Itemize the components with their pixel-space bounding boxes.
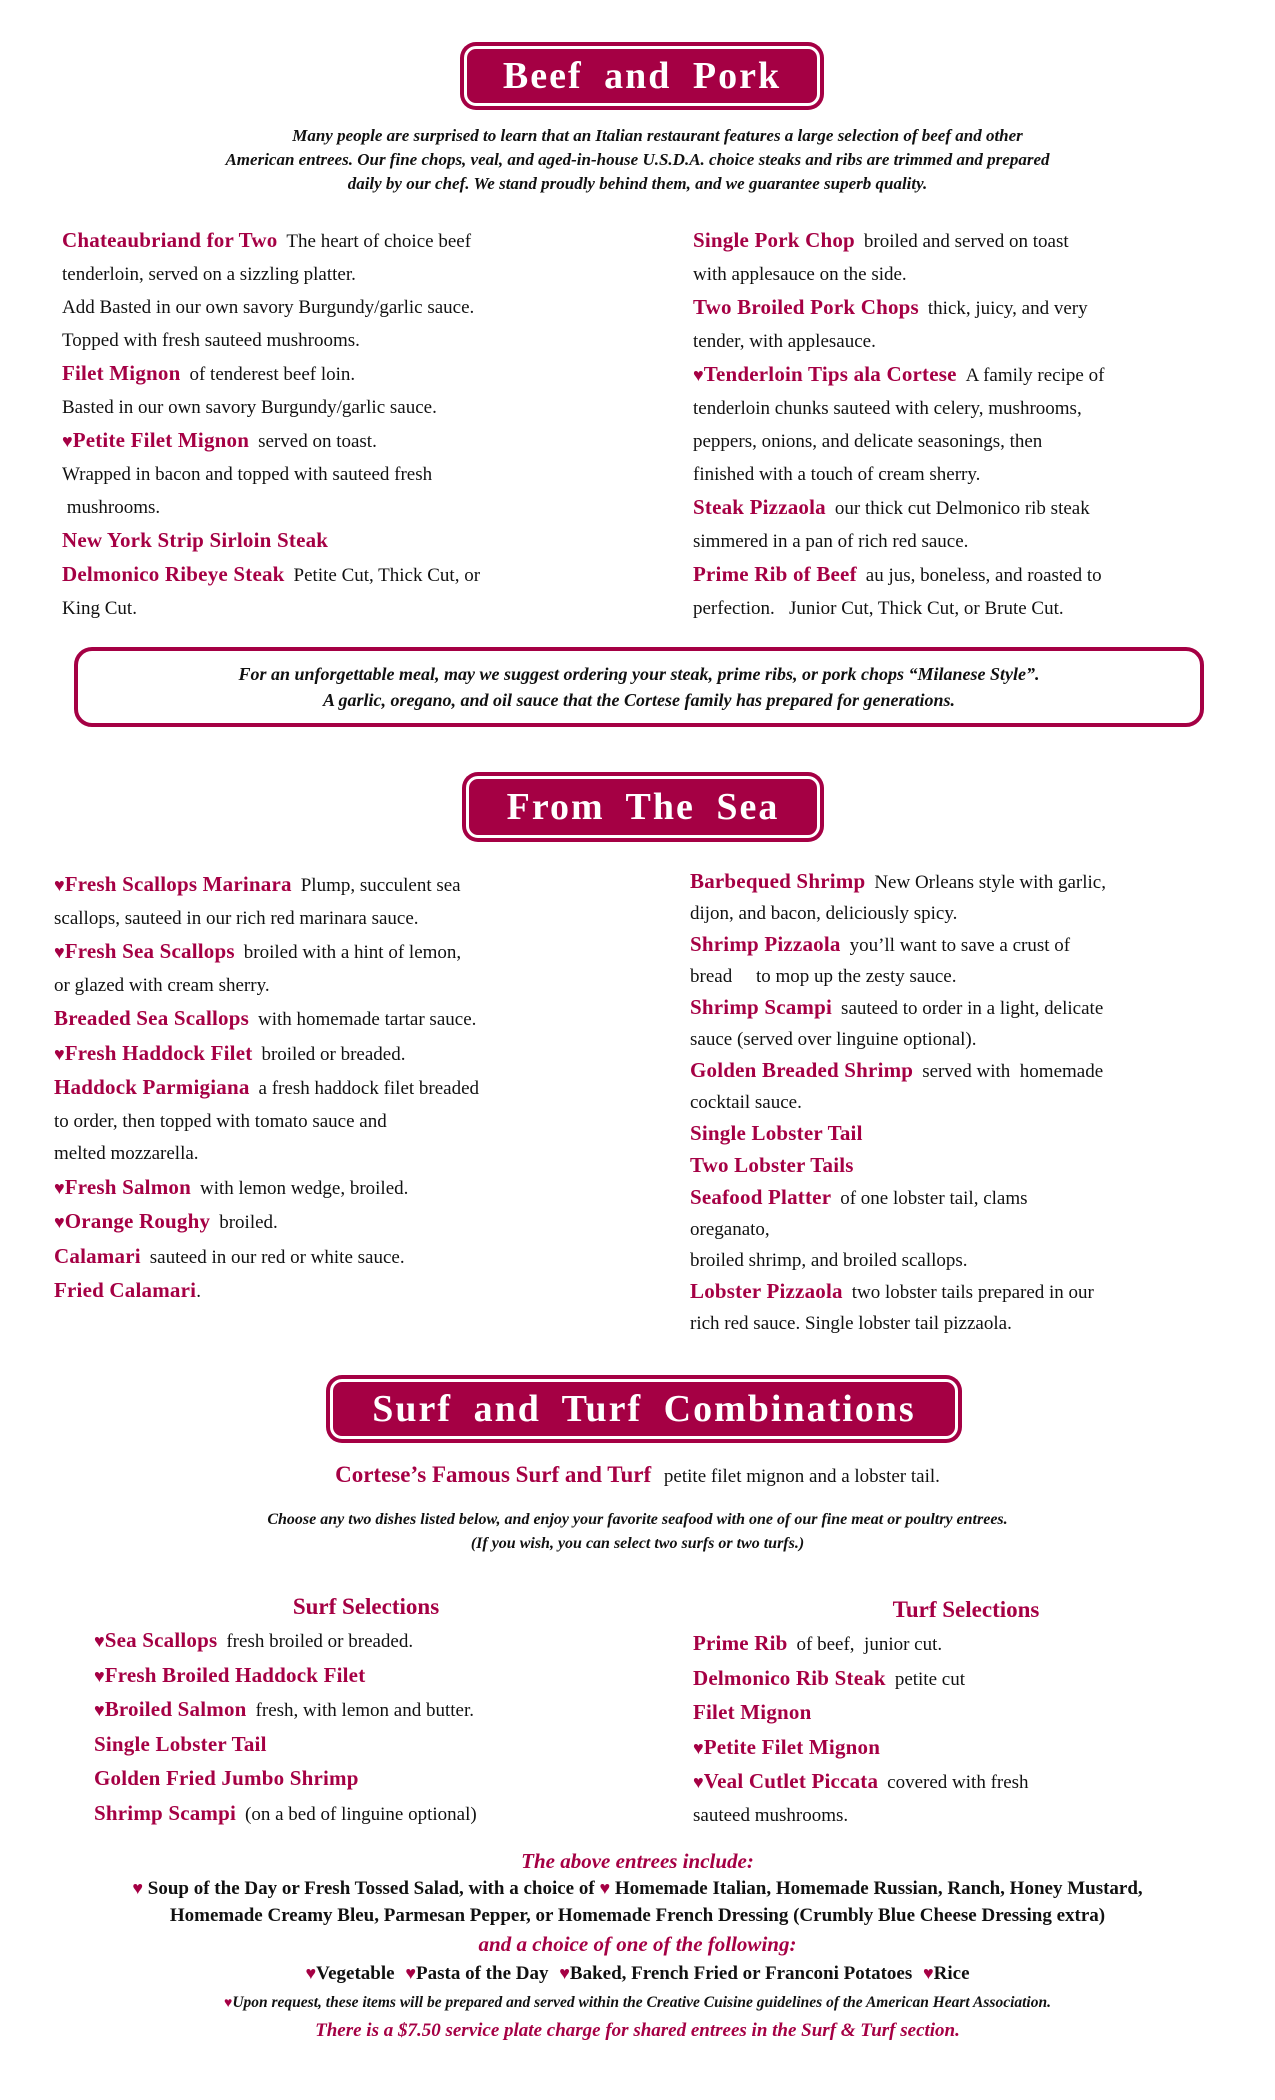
menu-item-description: with lemon wedge, broiled. <box>199 1177 409 1199</box>
include-title: The above entrees include: <box>521 1849 754 1873</box>
menu-item-name: Chateaubriand for Two <box>62 228 278 252</box>
heart-healthy-icon: ♥ <box>94 1631 105 1651</box>
menu-item <box>94 1693 614 1728</box>
menu-item <box>94 1624 614 1659</box>
menu-item-description-continued <box>54 903 644 936</box>
beef-pork-title: Beef and Pork <box>464 46 820 106</box>
menu-item <box>690 866 1270 898</box>
dressing-text: Homemade Italian, Homemade Russian, Ranch, Honey Mustard, <box>614 1878 1143 1899</box>
menu-item <box>693 1662 1213 1697</box>
menu-item <box>693 358 1253 392</box>
menu-item-description-continued <box>690 1024 1270 1055</box>
description-text: sauteed mushrooms. <box>693 1804 849 1826</box>
heart-icon: ♥ <box>405 1963 417 1983</box>
menu-item-name: Sea Scallops <box>104 1628 218 1652</box>
heart-icon: ♥ <box>559 1963 570 1983</box>
menu-item-description-continued <box>690 961 1270 992</box>
heart-healthy-icon: ♥ <box>54 1043 65 1064</box>
entrees-include <box>0 1848 1275 2044</box>
menu-item-name: Haddock Parmigiana <box>54 1075 250 1099</box>
menu-item-description-continued <box>62 391 622 424</box>
menu-item <box>693 291 1253 325</box>
description-text: tenderloin chunks sauteed with celery, mushrooms, <box>693 398 1082 419</box>
menu-item-name: Fresh Haddock Filet <box>64 1040 253 1065</box>
turf-selections-list <box>693 1627 1213 1832</box>
menu-item-description: of one lobster tail, clams <box>840 1188 1028 1209</box>
description-text: dijon, and bacon, deliciously spicy. <box>690 903 958 924</box>
menu-item-description: broiled and served on toast <box>863 231 1069 252</box>
menu-item-description-continued <box>62 291 622 324</box>
menu-item-description: New Orleans style with garlic, <box>874 872 1106 893</box>
menu-item-description-continued <box>693 392 1253 425</box>
menu-item-description-continued <box>54 1138 644 1171</box>
heart-healthy-icon: ♥ <box>54 1177 65 1198</box>
description-text: perfection. Junior Cut, Thick Cut, or Brute Cut. <box>693 598 1064 619</box>
intro-line: American entrees. Our fine chops, veal, and aged-in-house U.S.D.A. choice steaks and ribs are trimmed and prepared <box>225 150 1050 169</box>
famous-surf-turf <box>0 1462 1275 1488</box>
menu-item-description-continued <box>54 1106 644 1139</box>
beef-pork-banner <box>460 42 824 110</box>
menu-item-name: Lobster Pizzaola <box>690 1279 843 1303</box>
menu-item-name: Single Pork Chop <box>693 228 855 252</box>
menu-item-name: Tenderloin Tips ala Cortese <box>703 362 957 386</box>
menu-item <box>690 1055 1270 1087</box>
menu-item-name: Filet Mignon <box>62 361 181 385</box>
menu-item-description-continued <box>690 898 1270 929</box>
heart-healthy-icon: ♥ <box>94 1665 105 1686</box>
menu-item-name: Veal Cutlet Piccata <box>703 1769 879 1793</box>
description-text: Add Basted in our own savory Burgundy/garlic sauce. <box>62 297 475 318</box>
menu-item <box>62 558 622 592</box>
description-text: broiled shrimp, and broiled scallops. <box>690 1250 968 1271</box>
menu-item-description: . <box>196 1281 201 1302</box>
choose-note <box>0 1508 1275 1556</box>
menu-item-description: sauteed to order in a light, delicate <box>841 998 1104 1019</box>
description-text: scallops, sauteed in our rich red marinara sauce. <box>54 907 419 929</box>
heart-healthy-icon: ♥ <box>54 1212 65 1232</box>
menu-item-description: au jus, boneless, and roasted to <box>865 565 1102 586</box>
menu-item <box>690 1150 1270 1182</box>
menu-item-name: Golden Fried Jumbo Shrimp <box>94 1766 359 1790</box>
menu-item-description: with homemade tartar sauce. <box>257 1009 477 1030</box>
menu-item <box>94 1728 614 1763</box>
menu-item-description: broiled with a hint of lemon, <box>243 942 462 963</box>
choice-title: and a choice of one of the following: <box>478 1932 797 1956</box>
menu-item-description: sauteed in our red or white sauce. <box>149 1246 405 1268</box>
menu-item <box>690 1276 1270 1308</box>
menu-item-name: Shrimp Scampi <box>690 995 833 1019</box>
menu-item-description: served with homemade <box>922 1061 1104 1082</box>
menu-item-name: Shrimp Scampi <box>94 1800 237 1825</box>
menu-item-name: Fresh Salmon <box>64 1174 191 1199</box>
menu-item <box>54 1205 644 1240</box>
surf-turf-banner <box>326 1375 962 1443</box>
menu-item-name: Calamari <box>54 1243 141 1268</box>
menu-item <box>693 1765 1213 1800</box>
menu-item-description: Plump, succulent sea <box>300 875 461 896</box>
menu-item-description: fresh broiled or breaded. <box>226 1631 414 1652</box>
heart-healthy-icon: ♥ <box>54 942 65 962</box>
menu-item-name: Single Lobster Tail <box>94 1731 267 1756</box>
menu-item-description-continued <box>62 324 622 357</box>
menu-item-description: our thick cut Delmonico rib steak <box>834 498 1090 519</box>
surf-selections-list <box>94 1624 614 1831</box>
menu-item-name: Shrimp Pizzaola <box>690 932 841 956</box>
heart-healthy-icon: ♥ <box>693 1772 704 1792</box>
callout-line: For an unforgettable meal, may we suggest ordering your steak, prime ribs, or pork chops “Milanese Style”. <box>238 664 1040 684</box>
menu-item-description: you’ll want to save a crust of <box>849 935 1071 956</box>
description-text: with applesauce on the side. <box>693 264 907 285</box>
menu-item-name: Prime Rib of Beef <box>693 562 857 586</box>
description-text: tender, with applesauce. <box>693 331 876 352</box>
menu-item <box>62 224 622 258</box>
menu-item-name: Petite Filet Mignon <box>72 428 250 452</box>
menu-item-name: Seafood Platter <box>690 1185 832 1209</box>
sea-left-column <box>54 868 644 1309</box>
surf-selections-title: Surf Selections <box>292 1594 440 1619</box>
menu-item-description-continued <box>62 491 622 524</box>
menu-item-name: Barbequed Shrimp <box>690 869 866 893</box>
callout-line: A garlic, oregano, and oil sauce that the Cortese family has prepared for generations. <box>322 690 956 710</box>
side-item: Vegetable <box>316 1963 395 1984</box>
description-text: Wrapped in bacon and topped with sauteed fresh <box>62 464 433 485</box>
menu-item-description: two lobster tails prepared in our <box>851 1282 1094 1303</box>
side-item: Baked, French Fried or Franconi Potatoes <box>569 1963 913 1984</box>
sea-title: From The Sea <box>466 776 820 838</box>
menu-item-name: Golden Breaded Shrimp <box>690 1058 914 1082</box>
menu-item-description: The heart of choice beef <box>286 231 472 252</box>
menu-item-name: Broiled Salmon <box>104 1697 247 1721</box>
menu-item <box>693 1731 1213 1766</box>
menu-item-description: thick, juicy, and very <box>927 298 1088 319</box>
menu-item <box>54 1002 644 1037</box>
heart-note-text: Upon request, these items will be prepared and served within the Creative Cuisine guidelines of the American Heart Association. <box>232 1994 1051 2011</box>
heart-icon: ♥ <box>305 1963 317 1983</box>
menu-item-description-continued <box>693 425 1253 458</box>
soup-line <box>0 1875 1275 1902</box>
heart-healthy-icon: ♥ <box>62 431 73 451</box>
sea-banner <box>462 772 824 842</box>
menu-item <box>54 1274 644 1309</box>
description-text: simmered in a pan of rich red sauce. <box>693 531 969 552</box>
description-text: melted mozzarella. <box>54 1143 199 1164</box>
sides-line <box>0 1960 1275 1987</box>
menu-item-description-continued <box>693 325 1253 358</box>
menu-item-description-continued <box>54 970 644 1003</box>
description-text: mushrooms. <box>62 497 161 518</box>
menu-item <box>62 424 622 458</box>
menu-item-name: Fresh Sea Scallops <box>64 939 235 963</box>
menu-item <box>690 1182 1270 1214</box>
description-text: finished with a touch of cream sherry. <box>693 464 981 485</box>
description-text: rich red sauce. Single lobster tail pizzaola. <box>690 1313 1012 1334</box>
beef-pork-left-column <box>62 224 622 625</box>
menu-item-description-continued <box>690 1308 1270 1339</box>
menu-item-name: Orange Roughy <box>64 1209 211 1233</box>
side-item: Pasta of the Day <box>416 1963 549 1984</box>
menu-item-description: served on toast. <box>258 431 377 452</box>
turf-selections-title: Turf Selections <box>892 1597 1040 1622</box>
menu-item-description-continued <box>693 258 1253 291</box>
heart-icon: ♥ <box>599 1878 611 1898</box>
dressing-line: Homemade Creamy Bleu, Parmesan Pepper, or Homemade French Dressing (Crumbly Blue Cheese Dressing extra) <box>169 1905 1106 1926</box>
description-text: Basted in our own savory Burgundy/garlic sauce. <box>62 397 437 418</box>
famous-surf-turf-desc: petite filet mignon and a lobster tail. <box>663 1466 940 1487</box>
menu-item <box>690 992 1270 1024</box>
heart-note <box>0 1989 1275 2017</box>
menu-item-description: Petite Cut, Thick Cut, or <box>293 565 481 586</box>
menu-item-description-continued <box>693 592 1253 625</box>
milanese-callout <box>74 647 1204 727</box>
menu-item <box>54 1071 644 1106</box>
menu-item-description: broiled. <box>219 1212 278 1233</box>
menu-item-name: Fresh Broiled Haddock Filet <box>104 1662 366 1687</box>
menu-item <box>54 1037 644 1072</box>
menu-item <box>693 491 1253 525</box>
description-text: or glazed with cream sherry. <box>54 974 270 996</box>
menu-item-name: Steak Pizzaola <box>693 495 826 519</box>
sea-right-column <box>690 866 1270 1339</box>
menu-item-description: petite cut <box>894 1668 965 1690</box>
menu-item-description-continued <box>62 458 622 491</box>
menu-item-name: New York Strip Sirloin Steak <box>62 528 329 552</box>
intro-line: daily by our chef. We stand proudly behind them, and we guarantee superb quality. <box>347 174 928 193</box>
menu-item-name: Petite Filet Mignon <box>703 1734 881 1759</box>
heart-healthy-icon: ♥ <box>94 1700 105 1720</box>
menu-item <box>94 1797 614 1832</box>
menu-item <box>62 357 622 391</box>
menu-item-name: Delmonico Rib Steak <box>693 1665 886 1690</box>
menu-item-name: Fresh Scallops Marinara <box>64 872 292 896</box>
menu-item-description-continued <box>693 458 1253 491</box>
menu-item-description: A family recipe of <box>965 365 1105 386</box>
menu-item-description: fresh, with lemon and butter. <box>255 1700 475 1721</box>
menu-item-name: Delmonico Ribeye Steak <box>62 562 285 586</box>
menu-item-description-continued <box>62 592 622 625</box>
choose-line: Choose any two dishes listed below, and enjoy your favorite seafood with one of our fine meat or poultry entrees. <box>267 1511 1008 1528</box>
heart-icon: ♥ <box>132 1878 144 1898</box>
menu-item-name: Breaded Sea Scallops <box>54 1006 249 1030</box>
menu-item <box>693 1627 1213 1662</box>
description-text: sauce (served over linguine optional). <box>690 1029 977 1050</box>
menu-item-name: Single Lobster Tail <box>690 1121 863 1145</box>
menu-item-description-continued <box>690 1214 1270 1245</box>
description-text: peppers, onions, and delicate seasonings, then <box>693 431 1043 452</box>
menu-item-description: a fresh haddock filet breaded <box>258 1078 480 1099</box>
heart-healthy-icon: ♥ <box>693 1737 704 1758</box>
description-text: Topped with fresh sauteed mushrooms. <box>62 330 360 351</box>
menu-item-description-continued <box>693 525 1253 558</box>
menu-item <box>94 1762 614 1797</box>
menu-item <box>54 1171 644 1206</box>
menu-item <box>54 935 644 970</box>
menu-item <box>54 868 644 903</box>
description-text: bread to mop up the zesty sauce. <box>690 966 957 987</box>
heart-icon: ♥ <box>922 1963 934 1983</box>
description-text: oreganato, <box>690 1219 770 1240</box>
description-text: cocktail sauce. <box>690 1092 802 1113</box>
menu-item-description: of beef, junior cut. <box>796 1634 943 1655</box>
menu-item-name: Filet Mignon <box>693 1700 812 1724</box>
heart-healthy-icon: ♥ <box>54 875 65 895</box>
menu-item-name: Fried Calamari <box>54 1278 197 1302</box>
description-text: King Cut. <box>62 598 137 619</box>
menu-item-name: Prime Rib <box>693 1631 788 1655</box>
service-charge-note: There is a $7.50 service plate charge for shared entrees in the Surf & Turf section. <box>315 2020 960 2041</box>
menu-item <box>690 1118 1270 1150</box>
menu-item <box>690 929 1270 961</box>
menu-item <box>693 558 1253 592</box>
menu-item <box>693 1696 1213 1731</box>
menu-item-description-continued <box>690 1087 1270 1118</box>
menu-item <box>94 1659 614 1694</box>
menu-item-description: (on a bed of linguine optional) <box>245 1803 477 1825</box>
famous-surf-turf-name: Cortese’s Famous Surf and Turf <box>335 1462 652 1487</box>
choose-line: (If you wish, you can select two surfs or two turfs.) <box>470 1535 805 1552</box>
soup-text: Soup of the Day or Fresh Tossed Salad, with a choice of <box>147 1878 595 1899</box>
surf-turf-title: Surf and Turf Combinations <box>330 1379 958 1439</box>
menu-item-name: Two Broiled Pork Chops <box>693 295 919 319</box>
menu-item-description: covered with fresh <box>887 1772 1029 1793</box>
description-text: tenderloin, served on a sizzling platter. <box>62 264 356 285</box>
intro-line: Many people are surprised to learn that an Italian restaurant features a large selection of beef and other <box>292 126 1023 145</box>
menu-item <box>54 1240 644 1275</box>
heart-icon: ♥ <box>224 1996 233 2011</box>
menu-item-description: of tenderest beef loin. <box>189 364 356 385</box>
menu-item-description-continued <box>693 1800 1213 1833</box>
beef-pork-intro <box>60 124 1215 196</box>
heart-healthy-icon: ♥ <box>693 365 704 385</box>
side-item: Rice <box>933 1963 970 1984</box>
beef-pork-right-column <box>693 224 1253 625</box>
menu-item <box>693 224 1253 258</box>
menu-item-description-continued <box>62 258 622 291</box>
description-text: to order, then topped with tomato sauce and <box>54 1110 387 1132</box>
menu-item-description-continued <box>690 1245 1270 1276</box>
menu-item-name: Two Lobster Tails <box>690 1153 854 1177</box>
menu-item <box>62 524 622 558</box>
menu-item-description: broiled or breaded. <box>261 1043 406 1065</box>
